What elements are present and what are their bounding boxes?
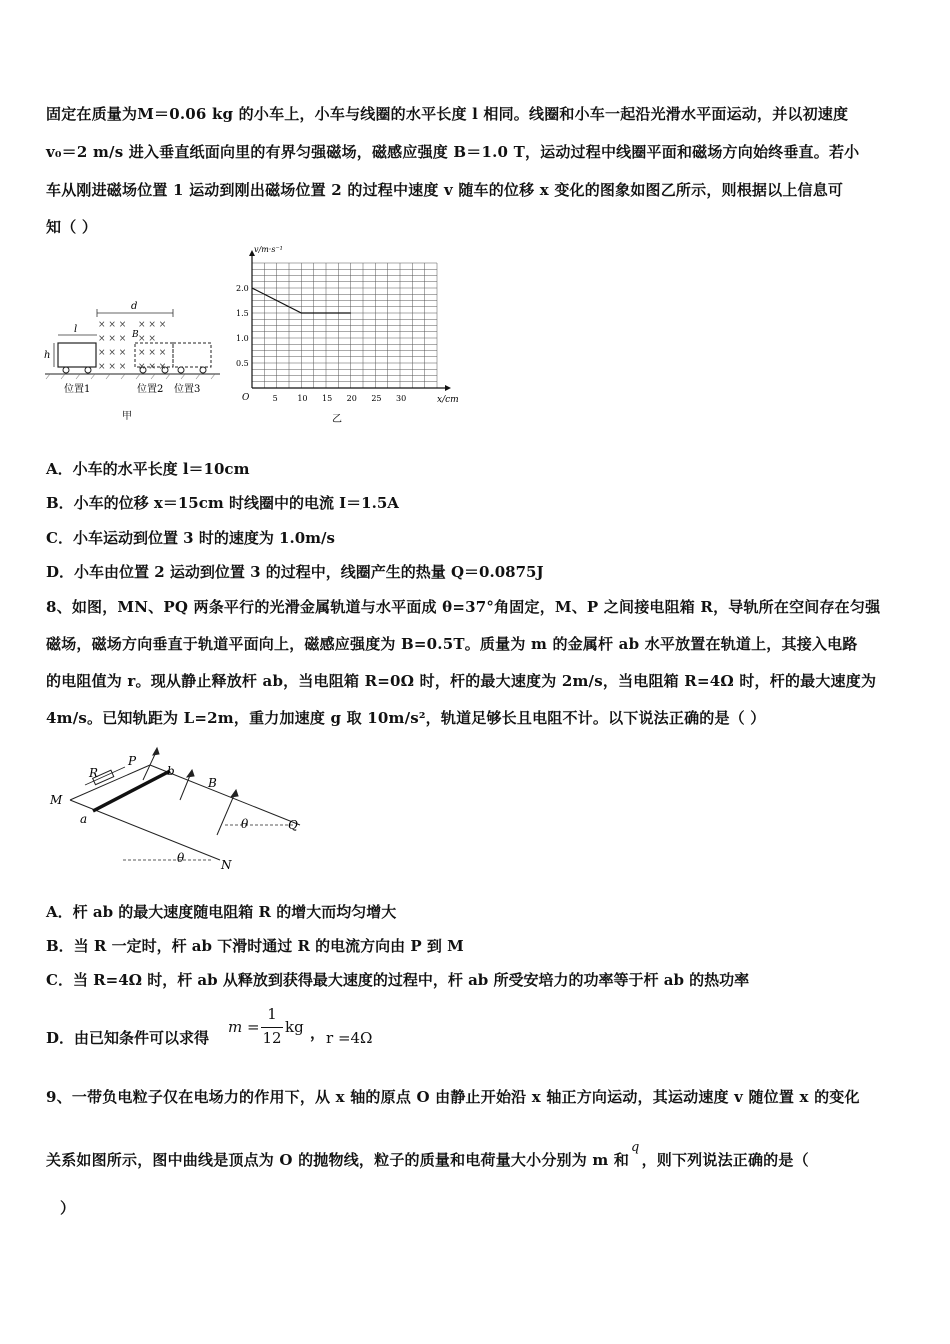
figure-yi-caption: 乙 [332, 414, 342, 425]
label-q: Q [288, 818, 298, 832]
q8-option-b: B．当 R 一定时，杆 ab 下滑时通过 R 的电流方向由 P 到 M [46, 937, 464, 955]
figure-inclined-rails [45, 745, 315, 875]
svg-text:× × ×: × × × [138, 348, 167, 358]
q7-option-c: C．小车运动到位置 3 时的速度为 1.0m/s [46, 529, 335, 547]
rod-ab [93, 771, 170, 811]
q7-option-b: B．小车的位移 x＝15cm 时线圈中的电流 I＝1.5A [46, 494, 399, 512]
figure-yi-vx-chart [232, 240, 462, 430]
q8-line-3: 的电阻值为 r。现从静止释放杆 ab，当电阻箱 R=0Ω 时，杆的最大速度为 2m/s，当电阻箱 R=4Ω 时，杆的最大速度为 [46, 672, 877, 690]
formula-m: m = [228, 1018, 260, 1036]
q8-option-a: A．杆 ab 的最大速度随电阻箱 R 的增大而均匀增大 [46, 903, 397, 921]
q9-line-2-end: ，则下列说法正确的是（ [641, 1151, 809, 1169]
x-tick-label: 30 [396, 394, 407, 403]
q7-option-d: D．小车由位置 2 运动到位置 3 的过程中，线圈产生的热量 Q＝0.0875J [46, 563, 544, 581]
y-tick-label: 2.0 [236, 284, 249, 293]
label-b-rod: b [167, 764, 175, 778]
fraction-bar [261, 1027, 283, 1028]
q8-line-1: 8、如图，MN、PQ 两条平行的光滑金属轨道与水平面成 θ=37°角固定，M、P 之间接电阻箱 R，导轨所在空间存在匀强 [46, 598, 881, 616]
y-tick-label: 1.5 [236, 309, 249, 318]
chart-origin: O [242, 393, 250, 403]
q8-option-d-prefix: D．由已知条件可以求得 [46, 1029, 210, 1047]
x-tick-label: 5 [272, 394, 278, 403]
q9-line-3: ） [60, 1199, 76, 1217]
formula-denominator: 12 [262, 1029, 282, 1047]
x-tick-label: 25 [371, 394, 382, 403]
figure-jia-caption: 甲 [122, 411, 132, 422]
q7-line-1: 固定在质量为M＝0.06 kg 的小车上，小车与线圈的水平长度 l 相同。线圈和小车一起沿光滑水平面运动，并以初速度 [46, 105, 849, 123]
label-position-2: 位置2 [137, 384, 164, 395]
svg-text:× × ×: × × × [98, 334, 127, 344]
x-tick-label: 15 [322, 394, 333, 403]
svg-text:× × ×: × × × [98, 348, 127, 358]
x-tick-label: 10 [297, 394, 308, 403]
q7-line-3: 车从刚进磁场位置 1 运动到刚出磁场位置 2 的过程中速度 v 随车的位移 x 变化的图象如图乙所示，则根据以上信息可 [46, 181, 844, 199]
y-tick-label: 0.5 [236, 359, 249, 368]
label-position-1: 位置1 [64, 384, 91, 395]
q9-line-2 [46, 1140, 809, 1170]
formula-r: r =4Ω [326, 1029, 373, 1047]
q7-line-4: 知（ ） [46, 218, 98, 236]
q9-q-symbol: q [631, 1140, 640, 1155]
x-axis-arrow [445, 385, 451, 391]
q9-line-2-text: 关系如图所示，图中曲线是顶点为 O 的抛物线，粒子的质量和电荷量大小分别为 m 和 [46, 1151, 630, 1169]
svg-text:× × ×: × × × [98, 362, 127, 372]
svg-text:× ×: × × [138, 334, 156, 344]
label-h: h [44, 350, 51, 361]
formula-numerator: 1 [267, 1005, 277, 1023]
chart-grid [252, 263, 437, 388]
label-theta-1: θ [241, 817, 249, 831]
label-b-field: B [132, 330, 139, 340]
label-theta-2: θ [177, 851, 185, 865]
formula-unit: kg [285, 1018, 304, 1036]
formula-separator: ， [310, 1024, 326, 1042]
label-p: P [128, 754, 137, 768]
q7-option-a: A．小车的水平长度 l＝10cm [46, 460, 250, 478]
chart-xlabel: x/cm [437, 395, 459, 405]
svg-text:× × ×: × × × [138, 362, 167, 372]
label-position-3: 位置3 [174, 384, 201, 395]
cart-position-3 [173, 343, 211, 367]
label-d: d [131, 301, 138, 312]
q9-line-1: 9、一带负电粒子仅在电场力的作用下，从 x 轴的原点 O 由静止开始沿 x 轴正方向运动，其运动速度 v 随位置 x 的变化 [46, 1088, 860, 1106]
q8-line-2: 磁场，磁场方向垂直于轨道平面向上，磁感应强度为 B=0.5T。质量为 m 的金属杆 ab 水平放置在轨道上，其接入电路 [46, 635, 858, 653]
svg-text:× × ×: × × × [98, 320, 127, 330]
q8-line-4: 4m/s。已知轨距为 L=2m，重力加速度 g 取 10m/s²，轨道足够长且电阻不计。以下说法正确的是（ ） [46, 709, 766, 727]
svg-text:× × ×: × × × [138, 320, 167, 330]
label-m: M [50, 793, 63, 807]
y-tick-label: 1.0 [236, 334, 249, 343]
x-tick-label: 20 [346, 394, 357, 403]
label-r: R [89, 766, 99, 780]
chart-axes [249, 250, 451, 391]
label-a: a [80, 812, 88, 826]
label-n: N [221, 858, 232, 872]
figure-jia [40, 295, 225, 425]
q7-line-2: v₀＝2 m/s 进入垂直纸面向里的有界匀强磁场，磁感应强度 B＝1.0 T，运动过程中线圈平面和磁场方向始终垂直。若小 [46, 143, 860, 161]
q8-option-c: C．当 R=4Ω 时，杆 ab 从释放到获得最大速度的过程中，杆 ab 所受安培力的功率等于杆 ab 的热功率 [46, 971, 750, 989]
cart-position-1 [58, 343, 96, 367]
magnetic-field-crosses [98, 320, 166, 372]
label-b-field: B [208, 776, 217, 790]
label-l: l [74, 324, 78, 335]
chart-ylabel: v/m·s⁻¹ [254, 245, 283, 254]
